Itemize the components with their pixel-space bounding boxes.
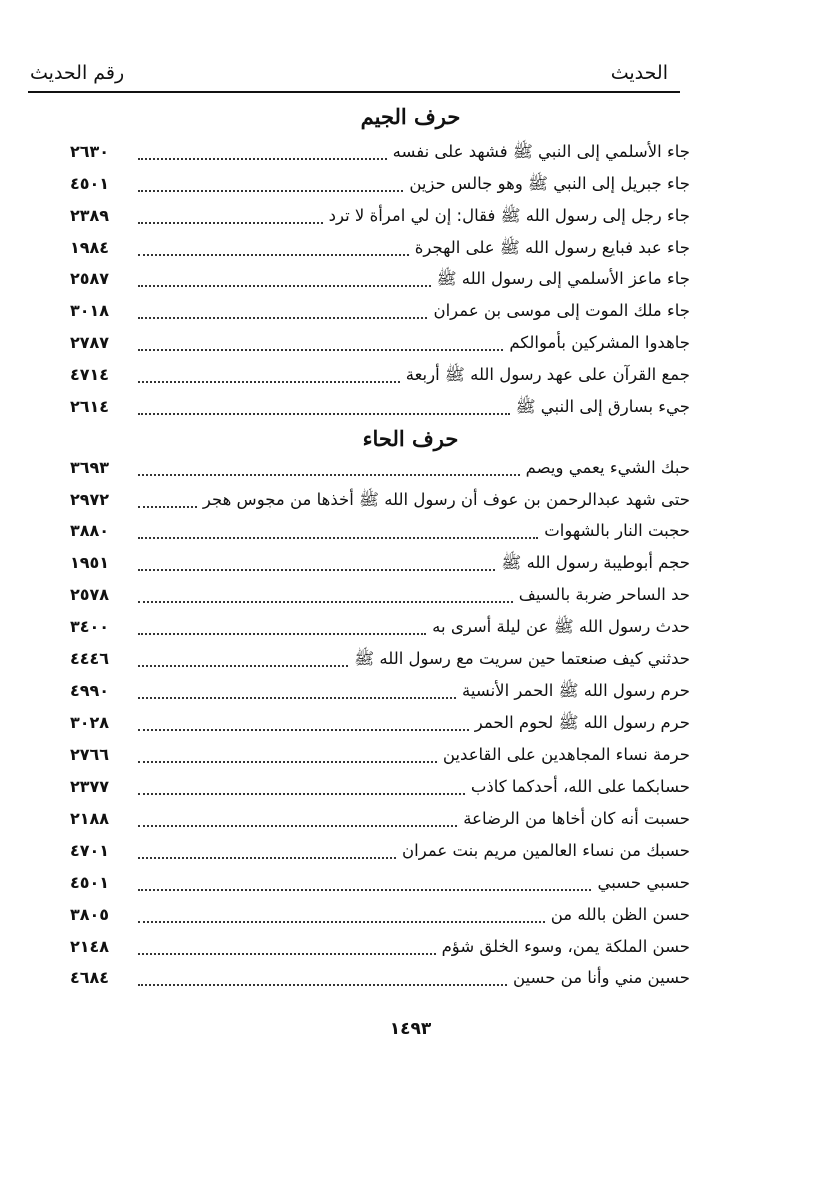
index-row xyxy=(70,521,690,549)
index-row xyxy=(70,937,690,965)
index-row xyxy=(70,809,690,837)
hadith-number: ٣٦٩٣ xyxy=(70,458,110,477)
hadith-number: ٣٨٨٠ xyxy=(70,521,110,540)
index-row xyxy=(70,206,690,234)
dot-leader xyxy=(138,254,409,256)
hadith-number: ١٩٥١ xyxy=(70,553,110,572)
hadith-text: جاهدوا المشركين بأموالكم xyxy=(509,333,690,352)
hadith-text: حسن الملكة يمن، وسوء الخلق شؤم xyxy=(441,937,690,956)
dot-leader xyxy=(138,633,426,635)
section-title-haa: حرف الحاء xyxy=(362,426,459,451)
hadith-text: جمع القرآن على عهد رسول الله ﷺ أربعة xyxy=(405,365,690,384)
dot-leader xyxy=(138,601,513,603)
index-row xyxy=(70,397,690,425)
dot-leader xyxy=(138,317,427,319)
index-row xyxy=(70,649,690,677)
hadith-text: حسبت أنه كان أخاها من الرضاعة xyxy=(463,809,690,828)
hadith-number: ٢٣٨٩ xyxy=(70,206,110,225)
dot-leader xyxy=(138,474,520,476)
index-row xyxy=(70,553,690,581)
hadith-number: ٣٤٠٠ xyxy=(70,617,110,636)
header-hadith-number-label: رقم الحديث xyxy=(30,62,125,84)
hadith-text: حجم أبوطيبة رسول الله ﷺ xyxy=(501,553,690,572)
index-row xyxy=(70,745,690,773)
hadith-number: ٢٧٨٧ xyxy=(70,333,110,352)
hadith-number: ٣٠٢٨ xyxy=(70,713,110,732)
hadith-text: حسبي حسبي xyxy=(597,873,690,892)
index-row xyxy=(70,269,690,297)
hadith-number: ٢٩٧٢ xyxy=(70,490,110,509)
hadith-number: ٤٧١٤ xyxy=(70,365,110,384)
hadith-number: ٢١٤٨ xyxy=(70,937,110,956)
hadith-number: ٢٧٦٦ xyxy=(70,745,110,764)
header-hadith-label: الحديث xyxy=(610,62,668,84)
dot-leader xyxy=(138,825,457,827)
dot-leader xyxy=(138,506,197,508)
index-row xyxy=(70,365,690,393)
hadith-text: حدثني كيف صنعتما حين سريت مع رسول الله ﷺ xyxy=(354,649,690,668)
page-number: ١٤٩٣ xyxy=(389,1019,432,1039)
hadith-number: ١٩٨٤ xyxy=(70,238,110,257)
hadith-text: جاء الأسلمي إلى النبي ﷺ فشهد على نفسه xyxy=(392,142,690,161)
hadith-number: ٢٥٨٧ xyxy=(70,269,110,288)
hadith-text: حرم رسول الله ﷺ لحوم الحمر xyxy=(474,713,690,732)
hadith-number: ٢١٨٨ xyxy=(70,809,110,828)
index-row xyxy=(70,333,690,361)
index-row xyxy=(70,142,690,170)
dot-leader xyxy=(138,729,469,731)
dot-leader xyxy=(138,537,538,539)
hadith-number: ٤٩٩٠ xyxy=(70,681,110,700)
hadith-text: جاء ماعز الأسلمي إلى رسول الله ﷺ xyxy=(436,269,690,288)
dot-leader xyxy=(138,222,323,224)
index-row xyxy=(70,968,690,996)
index-row xyxy=(70,301,690,329)
index-row xyxy=(70,490,690,518)
hadith-number: ٢٦٣٠ xyxy=(70,142,110,161)
index-row xyxy=(70,238,690,266)
hadith-number: ٢٥٧٨ xyxy=(70,585,110,604)
hadith-number: ٤٥٠١ xyxy=(70,174,110,193)
dot-leader xyxy=(138,569,495,571)
hadith-text: جاء جبريل إلى النبي ﷺ وهو جالس حزين xyxy=(409,174,690,193)
index-row xyxy=(70,681,690,709)
hadith-text: حرم رسول الله ﷺ الحمر الأنسية xyxy=(462,681,690,700)
dot-leader xyxy=(138,381,400,383)
dot-leader xyxy=(138,158,387,160)
hadith-text: حد الساحر ضربة بالسيف xyxy=(518,585,690,604)
hadith-number: ٤٥٠١ xyxy=(70,873,110,892)
hadith-text: حرمة نساء المجاهدين على القاعدين xyxy=(442,745,690,764)
hadith-text: حسبك من نساء العالمين مريم بنت عمران xyxy=(402,841,690,860)
index-row xyxy=(70,174,690,202)
index-row xyxy=(70,713,690,741)
page-header xyxy=(28,62,680,88)
dot-leader xyxy=(138,285,431,287)
dot-leader xyxy=(138,953,436,955)
dot-leader xyxy=(138,349,503,351)
index-row xyxy=(70,585,690,613)
index-row xyxy=(70,617,690,645)
hadith-text: حبك الشيء يعمي ويصم xyxy=(525,458,690,477)
hadith-text: جاء رجل إلى رسول الله ﷺ فقال: إن لي امرأة لا ترد xyxy=(328,206,690,225)
dot-leader xyxy=(138,793,465,795)
index-row xyxy=(70,905,690,933)
hadith-number: ٢٣٧٧ xyxy=(70,777,110,796)
hadith-number: ٢٦١٤ xyxy=(70,397,110,416)
index-row xyxy=(70,873,690,901)
hadith-text: حجبت النار بالشهوات xyxy=(544,521,690,540)
dot-leader xyxy=(138,413,510,415)
hadith-text: حدث رسول الله ﷺ عن ليلة أسرى به xyxy=(432,617,690,636)
dot-leader xyxy=(138,921,545,923)
hadith-number: ٤٤٤٦ xyxy=(70,649,110,668)
dot-leader xyxy=(138,190,403,192)
hadith-number: ٤٦٨٤ xyxy=(70,968,110,987)
dot-leader xyxy=(138,889,591,891)
index-row xyxy=(70,841,690,869)
hadith-text: جيء بسارق إلى النبي ﷺ xyxy=(515,397,690,416)
dot-leader xyxy=(138,857,396,859)
dot-leader xyxy=(138,761,437,763)
hadith-number: ٤٧٠١ xyxy=(70,841,110,860)
dot-leader xyxy=(138,697,456,699)
hadith-text: حتى شهد عبدالرحمن بن عوف أن رسول الله ﷺ أخذها من مجوس هجر xyxy=(202,490,690,509)
hadith-text: جاء ملك الموت إلى موسى بن عمران xyxy=(433,301,690,320)
index-row xyxy=(70,777,690,805)
hadith-number: ٣٠١٨ xyxy=(70,301,110,320)
hadith-number: ٣٨٠٥ xyxy=(70,905,110,924)
index-row xyxy=(70,458,690,486)
section-title-jeem: حرف الجيم xyxy=(360,104,461,129)
dot-leader xyxy=(138,665,348,667)
hadith-text: حسين مني وأنا من حسين xyxy=(512,968,690,987)
hadith-text: حسابكما على الله، أحدكما كاذب xyxy=(470,777,690,796)
hadith-text: جاء عبد فبايع رسول الله ﷺ على الهجرة xyxy=(414,238,690,257)
dot-leader xyxy=(138,984,507,986)
header-rule xyxy=(28,91,680,93)
hadith-text: حسن الظن بالله من xyxy=(550,905,690,924)
